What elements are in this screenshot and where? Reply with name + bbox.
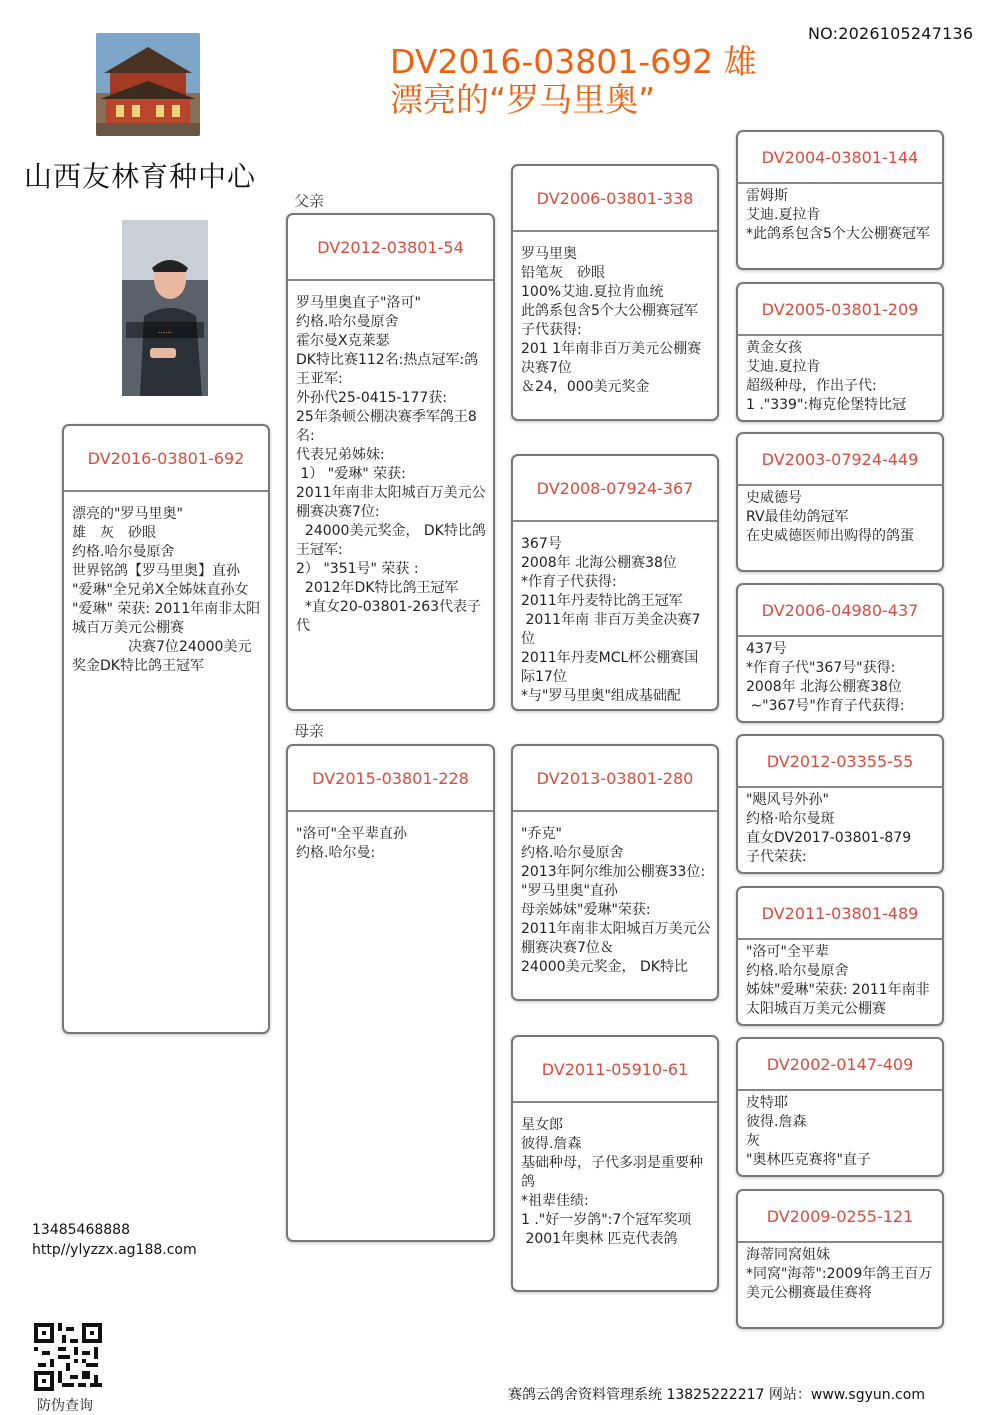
ring-number: DV2002-0147-409 — [738, 1039, 942, 1091]
pedigree-line: 2011年南非太阳城百万美元公棚赛决赛7位＆ — [521, 921, 711, 956]
pedigree-line: "飓风号外孙" — [746, 792, 829, 808]
pedigree-line: 2011年丹麦特比鸽王冠军 — [521, 593, 683, 609]
pedigree-line: 25年条顿公棚决赛季军鸽王8名: — [296, 409, 477, 444]
contact-phone: 13485468888 — [32, 1222, 130, 1238]
pedigree-line: 霍尔曼X克莱瑟 — [296, 333, 390, 349]
pedigree-line: 1 ."339":梅克伦堡特比冠 — [746, 397, 907, 413]
footer-info: 赛鸽云鸽舍资料管理系统 13825222217 网站：www.sgyun.com — [508, 1387, 925, 1403]
pedigree-line: "洛可"全平辈 — [746, 944, 829, 960]
sire-card[interactable] — [286, 213, 495, 711]
page-subtitle: 漂亮的“罗马里奥” — [390, 80, 656, 119]
photo-overlay-text: …… — [158, 327, 172, 335]
pedigree-line: 在史威德医师出购得的鸽蛋 — [746, 528, 914, 544]
pedigree-line: 外孙代25-0415-177获: — [296, 390, 447, 406]
pedigree-line: 2011年南 非百万美金决赛7位 — [521, 612, 701, 647]
pedigree-line: 2012年DK特比鸽王冠军 — [296, 580, 459, 596]
breeder-photo — [122, 220, 208, 396]
dam-card[interactable] — [286, 744, 495, 1242]
pedigree-line: 约格.哈尔曼原舍 — [72, 544, 175, 560]
pedigree-line: 1 ."好一岁鸽":7个冠军奖项 — [521, 1212, 692, 1228]
pedigree-line: 漂亮的"罗马里奥" — [72, 506, 183, 522]
pedigree-line: 代表兄弟姊妹: — [296, 447, 385, 463]
ring-number: DV2006-04980-437 — [738, 585, 942, 637]
pedigree-line: 史威德号 — [746, 490, 802, 506]
document-number: NO:2026105247136 — [808, 24, 974, 43]
pedigree-line: 437号 — [746, 641, 787, 657]
pedigree-line: ＆24，000美元奖金 — [521, 379, 650, 395]
pedigree-line: 海蒂同窝姐妹 — [746, 1247, 830, 1263]
pedigree-line: 此鸽系包含5个大公棚赛冠军 — [521, 303, 698, 319]
ring-number: DV2006-03801-338 — [513, 166, 717, 232]
sdd-card[interactable] — [736, 583, 944, 723]
ssd-card[interactable] — [736, 282, 944, 422]
dsd-card[interactable] — [736, 886, 944, 1026]
pedigree-line: 24000美元奖金， DK特比鸽王冠军: — [296, 523, 486, 558]
dam-sire-card[interactable] — [511, 744, 719, 1001]
pedigree-line: *祖辈佳绩: — [521, 1193, 589, 1209]
pedigree-line: 子代获得: — [521, 322, 582, 338]
sire-sire-card[interactable] — [511, 164, 719, 421]
ring-number: DV2012-03801-54 — [288, 215, 493, 281]
pedigree-line: 罗马里奥直子"洛可" — [296, 295, 421, 311]
pedigree-line: 雷姆斯 — [746, 188, 788, 204]
pedigree-line: 2008年 北海公棚赛38位 — [521, 555, 677, 571]
pedigree-line: *同窝"海蒂":2009年鸽王百万美元公棚赛最佳赛将 — [746, 1266, 933, 1301]
pedigree-line: *此鸽系包含5个大公棚赛冠军 — [746, 226, 930, 242]
pedigree-line: 约格·哈尔曼斑 — [746, 811, 835, 827]
pedigree-line: 2008年 北海公棚赛38位 — [746, 679, 902, 695]
pedigree-line: "奥林匹克赛将"直子 — [746, 1152, 871, 1168]
pedigree-line: ~"367号"作育子代获得: — [746, 698, 905, 714]
pedigree-line: 艾迪.夏拉肯 — [746, 207, 821, 223]
pedigree-line: DK特比赛112名:热点冠军:鸽王亚军: — [296, 352, 479, 387]
ring-number: DV2003-07924-449 — [738, 434, 942, 486]
ring-number: DV2013-03801-280 — [513, 746, 717, 812]
pedigree-line: 彼得.詹森 — [746, 1114, 807, 1130]
pedigree-line: *作育子代"367号"获得: — [746, 660, 896, 676]
pedigree-line: 姊妹"爱琳"荣获: 2011年南非太阳城百万美元公棚赛 — [746, 982, 930, 1017]
pedigree-line: RV最佳幼鸽冠军 — [746, 509, 849, 525]
pedigree-line: 雄 灰 砂眼 — [72, 525, 156, 541]
pedigree-line: 100%艾迪.夏拉肯血统 — [521, 284, 664, 300]
ring-number: DV2015-03801-228 — [288, 746, 493, 812]
contact-url[interactable]: http//ylyzzx.ag188.com — [32, 1242, 197, 1258]
father-label: 父亲 — [294, 192, 325, 210]
pedigree-line: "洛可"全平辈直孙 — [296, 826, 407, 842]
ring-number: DV2011-05910-61 — [513, 1037, 717, 1103]
pedigree-line: 2011年丹麦MCL杯公棚赛国际17位 — [521, 650, 699, 685]
pedigree-line: 超级种母，作出子代: — [746, 378, 877, 394]
pedigree-line: 彼得.詹森 — [521, 1136, 582, 1152]
pedigree-line: 基础种母，子代多羽是重要种鸽 — [521, 1155, 703, 1190]
pedigree-line: "罗马里奥"直孙 — [521, 883, 618, 899]
pedigree-line: 2001年奥林 匹克代表鸽 — [521, 1231, 678, 1247]
pedigree-line: 约格.哈尔曼: — [296, 845, 376, 861]
pedigree-line: 罗马里奥 — [521, 246, 577, 262]
ring-number: DV2009-0255-121 — [738, 1191, 942, 1243]
mother-label: 母亲 — [294, 722, 325, 740]
pedigree-line: 约格.哈尔曼原舍 — [746, 963, 849, 979]
pedigree-line: "乔克" — [521, 826, 562, 842]
pedigree-line: *直女20-03801-263代表子代 — [296, 599, 482, 634]
pedigree-line: 艾迪.夏拉肯 — [746, 359, 821, 375]
pedigree-line: *作育子代获得: — [521, 574, 617, 590]
ring-number: DV2016-03801-692 — [64, 426, 268, 492]
pedigree-line: 2） "351号" 荣获 : — [296, 561, 419, 577]
pedigree-line: 决赛7位24000美元奖金DK特比鸽王冠军 — [72, 639, 252, 674]
pedigree-line: "爱琳"全兄弟X全姊妹直孙女 — [72, 582, 249, 598]
dam-dam-card[interactable] — [511, 1035, 719, 1292]
pedigree-line: 直女DV2017-03801-879 — [746, 830, 912, 846]
pedigree-line: 皮特耶 — [746, 1095, 788, 1111]
loft-photo — [96, 33, 200, 136]
sire-dam-card[interactable] — [511, 454, 719, 711]
pedigree-line: "爱琳" 荣获: 2011年南非太阳城百万美元公棚赛 — [72, 601, 261, 636]
qr-code-icon[interactable] — [34, 1323, 102, 1391]
pedigree-line: 星女郎 — [521, 1117, 563, 1133]
page-title: DV2016-03801-692 雄 — [390, 42, 757, 81]
pedigree-line: 201 1年南非百万美元公棚赛决赛7位 — [521, 341, 702, 376]
ring-number: DV2012-03355-55 — [738, 736, 942, 788]
pedigree-line: 母亲姊妹"爱琳"荣获: — [521, 902, 651, 918]
pedigree-line: 约格.哈尔曼原舍 — [521, 845, 624, 861]
pedigree-line: 灰 — [746, 1133, 760, 1149]
organization-name: 山西友林育种中心 — [24, 160, 257, 193]
ring-number: DV2011-03801-489 — [738, 888, 942, 940]
pedigree-line: 约格.哈尔曼原舍 — [296, 314, 399, 330]
pedigree-line: 子代荣获: — [746, 849, 807, 865]
pedigree-line: 24000美元奖金， DK特比 — [521, 959, 688, 975]
sds-card[interactable] — [736, 432, 944, 572]
ring-number: DV2004-03801-144 — [738, 132, 942, 184]
dss-card[interactable] — [736, 734, 944, 874]
dds-card[interactable] — [736, 1037, 944, 1177]
pedigree-line: 2011年南非太阳城百万美元公棚赛决赛7位: — [296, 485, 486, 520]
pedigree-line: 2013年阿尔维加公棚赛33位: — [521, 864, 706, 880]
ddd-card[interactable] — [736, 1189, 944, 1329]
pedigree-line: 黄金女孩 — [746, 340, 802, 356]
ring-number: DV2008-07924-367 — [513, 456, 717, 522]
pedigree-line: 1） "爱琳" 荣获: — [296, 466, 406, 482]
anti-counterfeit-label: 防伪查询 — [37, 1398, 93, 1414]
sss-card[interactable] — [736, 130, 944, 270]
pedigree-line: *与"罗马里奥"组成基础配 — [521, 688, 681, 704]
pedigree-line: 世界铭鸽【罗马里奥】直孙 — [72, 563, 240, 579]
pedigree-line: 367号 — [521, 536, 562, 552]
pedigree-line: 铅笔灰 砂眼 — [521, 265, 605, 281]
subject-card[interactable] — [62, 424, 270, 1034]
ring-number: DV2005-03801-209 — [738, 284, 942, 336]
